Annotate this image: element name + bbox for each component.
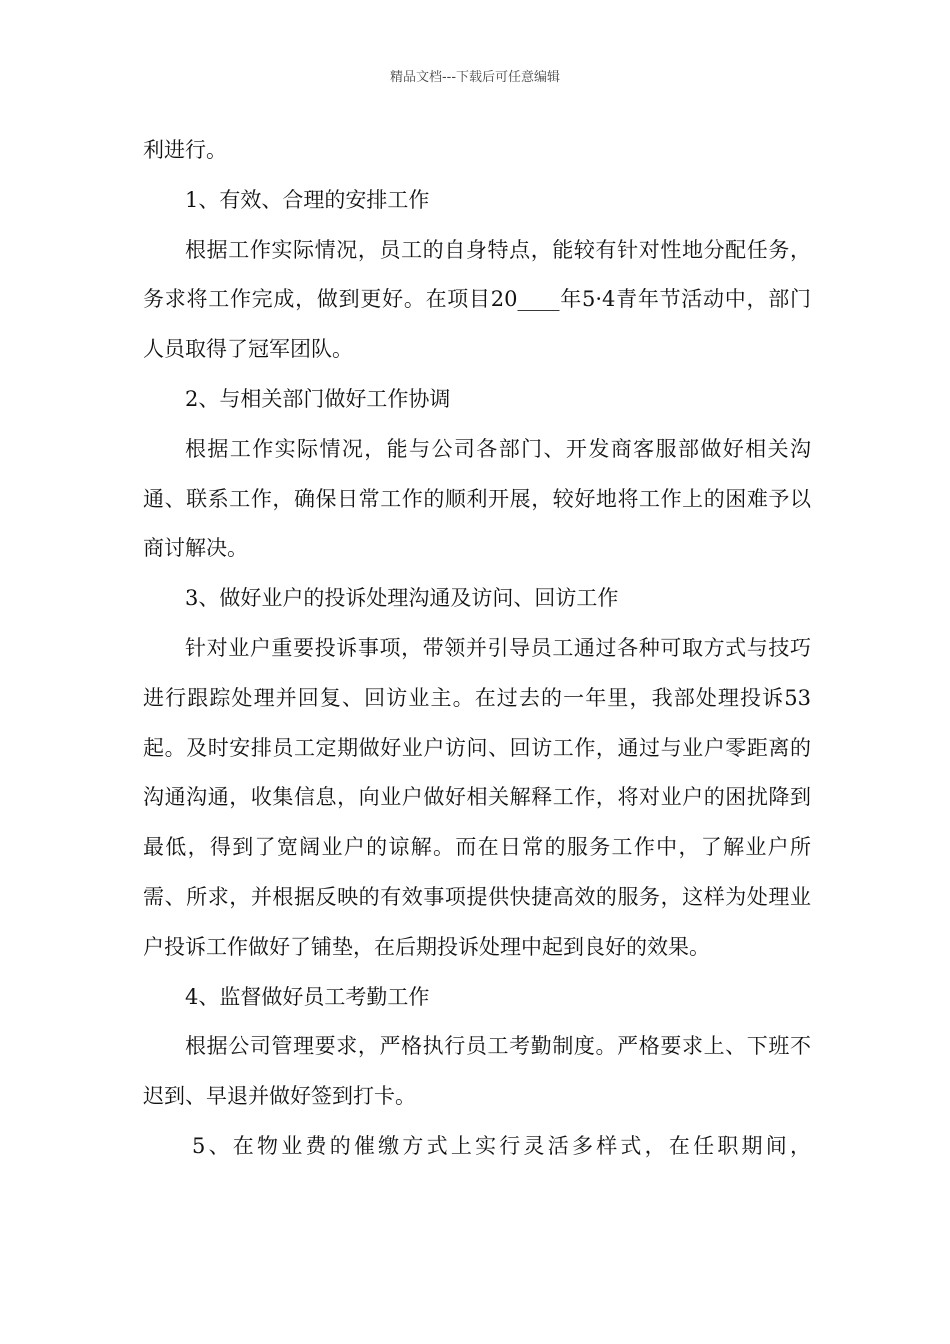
section-heading-4: 4、监督做好员工考勤工作 — [185, 984, 430, 1009]
section-heading-1: 1、有效、合理的安排工作 — [185, 187, 430, 212]
paragraph: 针对业户重要投诉事项，带领并引导员工通过各种可取方式与技巧进行跟踪处理并回复、回访业主。在过去的一年里，我部处理投诉53起。及时安排员工定期做好业户访问、回访工作，通过与业户零距离的沟通沟通，收集信息，向业户做好相关解释工作，将对业户的困扰降到最低，得到了宽阔业户的谅解。而在日常的服务工作中，了解业户所需、所求，并根据反映的有效事项提供快捷高效的服务，这样为处理业户投诉工作做好了铺垫，在后期投诉处理中起到良好的效果。 — [143, 635, 811, 959]
section-heading-3: 3、做好业户的投诉处理沟通及访问、回访工作 — [185, 586, 619, 611]
section-heading-2: 2、与相关部门做好工作协调 — [185, 386, 451, 411]
paragraph: 根据工作实际情况，员工的自身特点，能较有针对性地分配任务，务求将工作完成，做到更好。在项目20____年5·4青年节活动中，部门人员取得了冠军团队。 — [143, 237, 811, 362]
paragraph-continuation: 利进行。 — [143, 138, 227, 162]
page-header: 精品文档---下载后可任意编辑 — [389, 70, 561, 85]
paragraph: 根据公司管理要求，严格执行员工考勤制度。严格要求上、下班不迟到、早退并做好签到打卡。 — [143, 1034, 811, 1109]
paragraph-truncated: 5、在物业费的催缴方式上实行灵活多样式，在任职期间， — [192, 1133, 811, 1158]
document-body — [143, 126, 811, 1172]
paragraph: 根据工作实际情况，能与公司各部门、开发商客服部做好相关沟通、联系工作，确保日常工作的顺利开展，较好地将工作上的困难予以商讨解决。 — [143, 436, 811, 561]
